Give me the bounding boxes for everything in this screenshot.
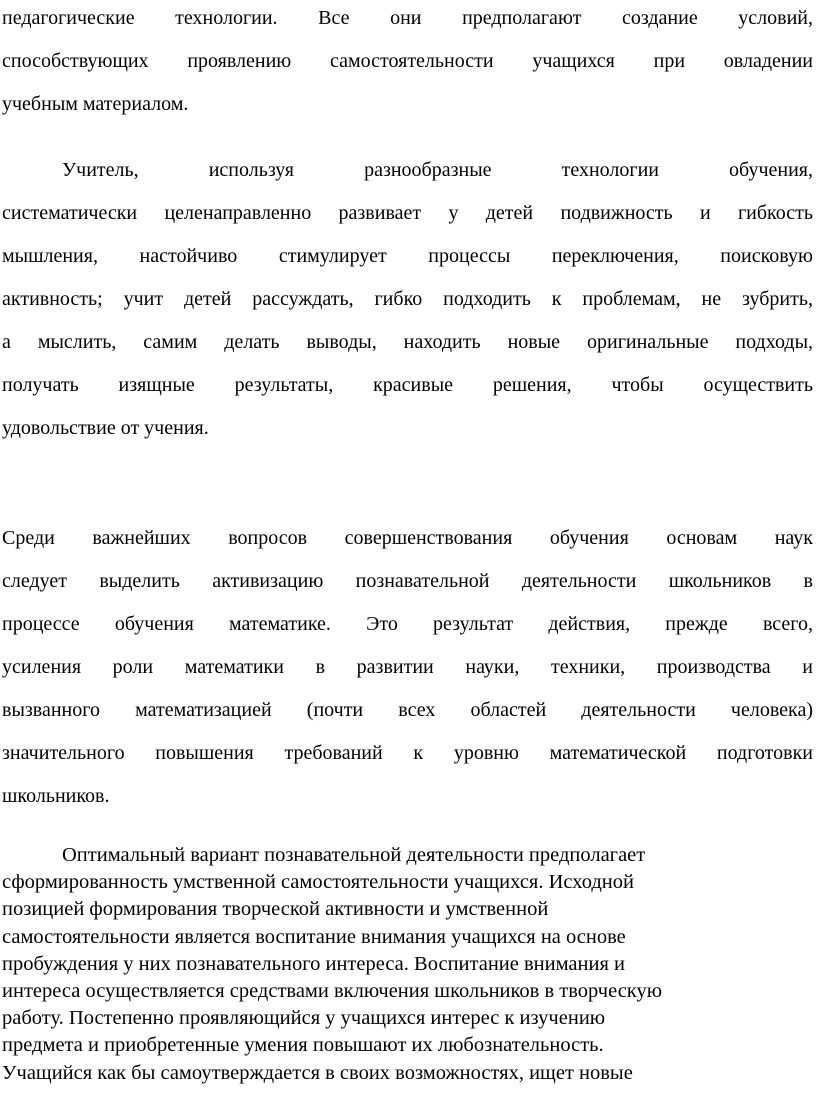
text-line: вызванного математизацией (почти всех областей деятельности человека) [2, 699, 813, 721]
text-line: Учитель, используя разнообразные технологии обучения, [62, 159, 813, 181]
text-line: предмета и приобретенные умения повышают их любознательность. [2, 1034, 604, 1057]
text-line: следует выделить активизацию познавательной деятельности школьников в [2, 570, 813, 592]
text-line: способствующих проявлению самостоятельности учащихся при овладении [2, 50, 813, 72]
text-line: получать изящные результаты, красивые решения, чтобы осуществить [2, 374, 813, 396]
text-line: работу. Постепенно проявляющийся у учащихся интерес к изучению [2, 1007, 606, 1030]
paragraph-teacher-technologies [2, 149, 813, 450]
text-line: активность; учит детей рассуждать, гибко подходить к проблемам, не зубрить, [2, 288, 813, 310]
text-line: а мыслить, самим делать выводы, находить новые оригинальные подходы, [2, 331, 813, 353]
text-line: самостоятельности является воспитание внимания учащихся на основе [2, 925, 626, 948]
text-line: усиления роли математики в развитии науки, техники, производства и [2, 656, 813, 678]
text-line: удовольствие от учения. [2, 417, 209, 439]
text-line: интереса осуществляется средствами включения школьников в творческую [2, 979, 663, 1002]
text-line: процессе обучения математике. Это результат действия, прежде всего, [2, 613, 813, 635]
text-line: Оптимальный вариант познавательной деятельности предполагает [62, 844, 646, 866]
text-line: мышления, настойчиво стимулирует процессы переключения, поисковую [2, 245, 813, 267]
paragraph-cognitive-activity [2, 517, 813, 818]
text-line: значительного повышения требований к уровню математической подготовки [2, 742, 813, 764]
paragraph-optimal-variant [2, 842, 813, 1087]
text-line: систематически целенаправленно развивает у детей подвижность и гибкость [2, 202, 813, 224]
text-line: пробуждения у них познавательного интереса. Воспитание внимания и [2, 952, 625, 975]
text-line: Среди важнейших вопросов совершенствования обучения основам наук [2, 527, 813, 549]
text-line: сформированность умственной самостоятельности учащихся. Исходной [2, 871, 634, 894]
text-line: педагогические технологии. Все они предполагают создание условий, [2, 7, 813, 29]
text-line: Учащийся как бы самоутверждается в своих возможностях, ищет новые [2, 1061, 633, 1084]
paragraph-technologies-conditions [2, 0, 813, 126]
text-line: позицией формирования творческой активности и умственной [2, 898, 549, 921]
text-line: школьников. [2, 785, 110, 807]
text-line: учебным материалом. [2, 93, 189, 115]
